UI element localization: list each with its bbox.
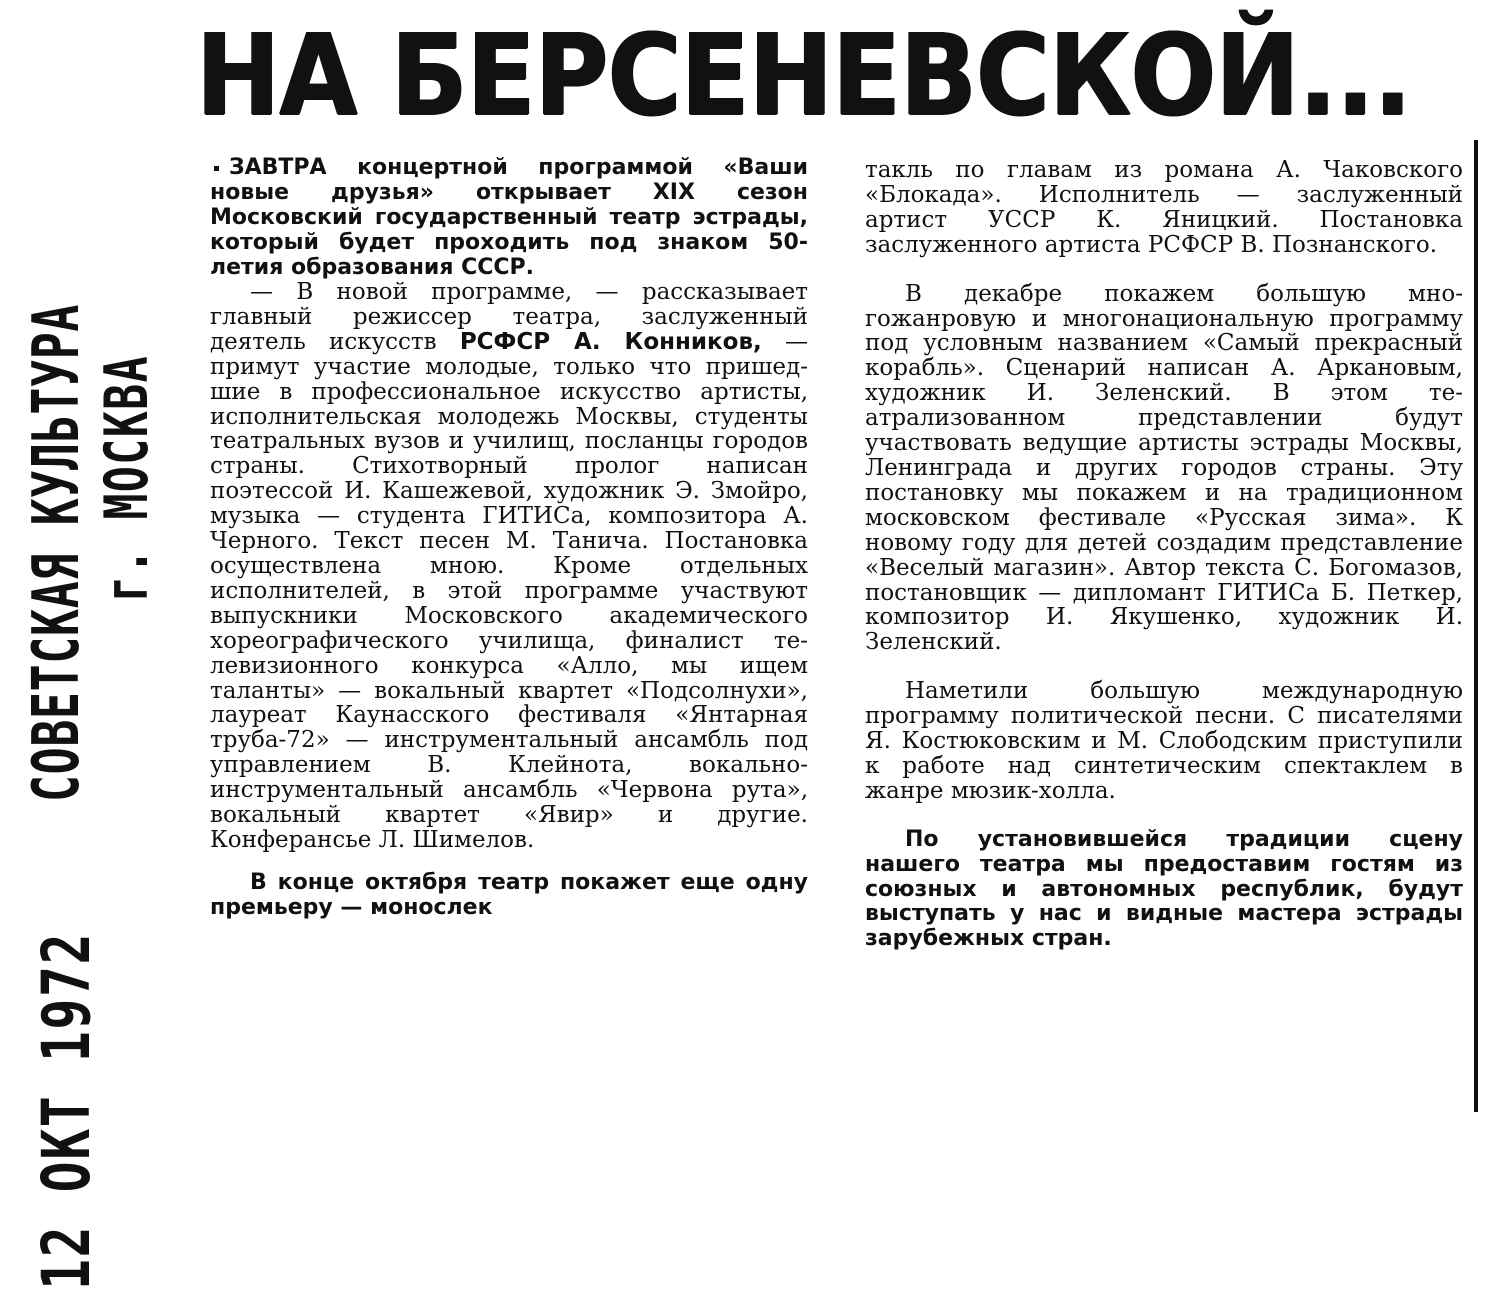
column-edge-rule	[1474, 140, 1478, 1112]
article-paragraph-december: В декабре покажем большую многожанровую и многонациональную программу под условным названием «Самый прекрасный корабль». Сценарий написан А. Аркановым, художник И. Зеленский. В этом театрализованном представлении будут участвовать ведущие артисты эстрады Москвы, Ленинграда и других городов страны. Эту постановку мы покажем и на традиционном московском фестивале «Русская зима». К новому году для детей создадим представление «Веселый магазин». Автор текста С. Богомазов, постановщик — дипломант ГИТИСа Б. Петкер, композитор И. Якушенко, художник И. Зеленский.	[865, 280, 1463, 656]
lead-bullet	[214, 166, 219, 171]
stamp-newspaper-name: СОВЕТСКАЯ КУЛЬТУРА	[20, 303, 94, 802]
stamp-date: 12 ОКТ 1972	[28, 931, 105, 1290]
article-paragraph-international: Наметили большую международную программу политической песни. С писателями Я. Костюковским и М. Слободским приступили к работе над синтетическим спектаклем в жанре мюзик-холла.	[865, 678, 1463, 804]
stamp-city: г. МОСКВА	[92, 354, 162, 602]
clipping-stamp	[20, 160, 190, 1290]
article-lead-text: ЗАВТРА концертной программой «Ваши новые друзья» открывает XIX сезон Московский государственный театр эстрады, который будет проходить под знаком 50-летия образования СССР.	[210, 155, 808, 280]
article-column-right	[865, 158, 1463, 952]
director-name: РСФСР А. Конников,	[459, 328, 762, 355]
paragraph-text: — примут участие молодые, только что пришедшие в профессиональное искусство артисты, исполнительская молодежь Москвы, студенты театральных вузов и училищ, посланцы городов страны. Стихотворный пролог написан поэтессой И. Кашежевой, художник Э. Змойро, музыка — студента ГИТИСа, композитора А. Черного. Текст песен М. Танича. Постановка осуществлена мною. Кроме отдельных исполнителей, в этой программе участвуют выпускники Московского академического хореографического училища, финалист телевизионного конкурса «Алло, мы ищем таланты» — вокальный квартет «Подсолнухи», лауреат Каунасского фестиваля «Янтарная труба-72» — инструментальный ансамбль под управлением В. Клейнота, вокально-инструментальный ансамбль «Червона рута», вокальный квартет «Явир» и другие. Конферансье Л. Шимелов.	[210, 328, 808, 853]
article-column-left	[210, 155, 808, 921]
article-paragraph-guests: По установившейся традиции сцену нашего театра мы предоставим гостям из союзных и автономных республик, будут выступать у нас и видные мастера эстрады зарубежных стран.	[865, 826, 1463, 952]
article-paragraph-interview	[210, 280, 808, 853]
paragraph-text: — В новой программе, — рассказывает главный режиссер театра, заслуженный деятель искусств	[210, 279, 808, 355]
article-lead-paragraph	[210, 155, 808, 280]
article-headline: НА БЕРСЕНЕВСКОЙ...	[196, 11, 1412, 141]
article-paragraph-premiere-end: такль по главам из романа А. Чаковского «Блокада». Исполнитель — заслуженный артист УССР К. Яницкий. Постановка заслуженного артиста РСФСР В. Познанского.	[865, 157, 1463, 258]
article-paragraph-premiere-start: В конце октября театр покажет еще одну премьеру — монослек	[210, 869, 808, 920]
